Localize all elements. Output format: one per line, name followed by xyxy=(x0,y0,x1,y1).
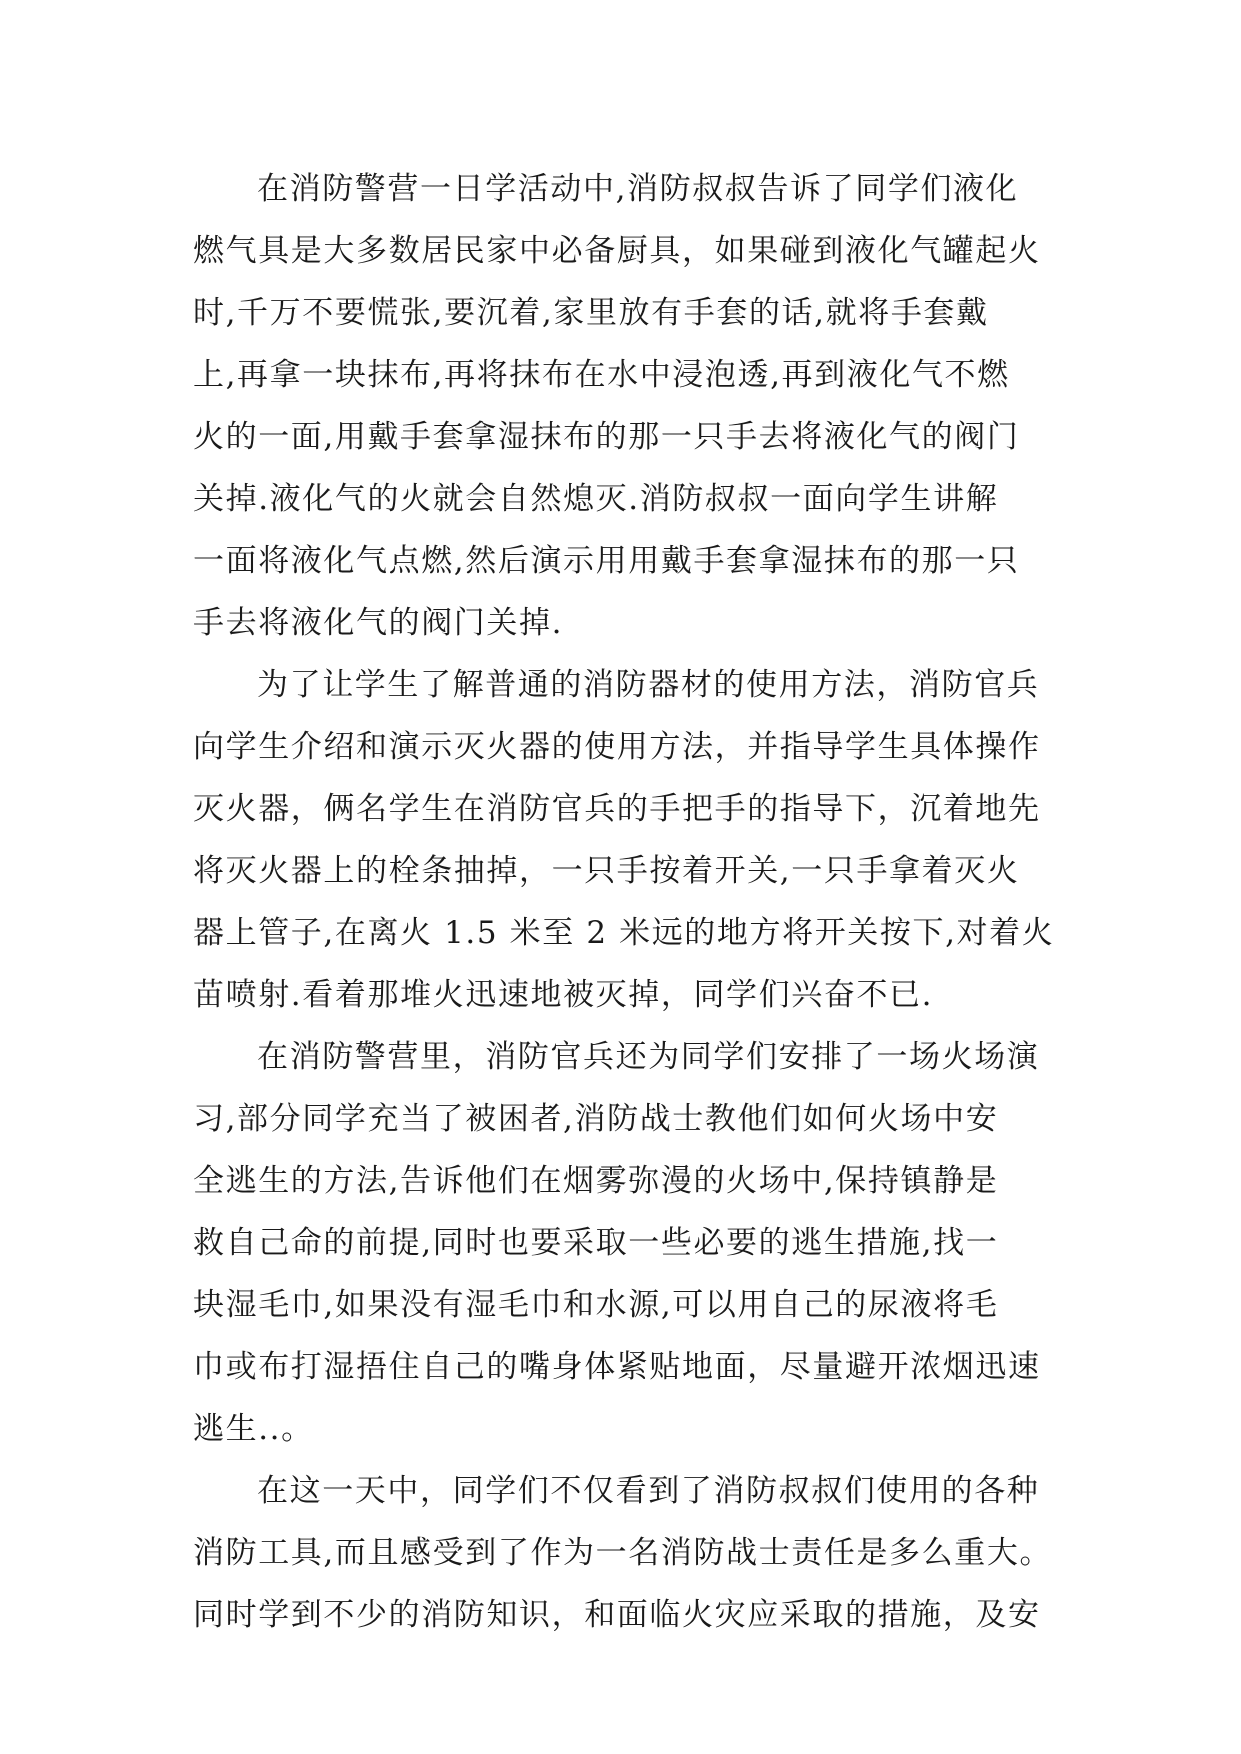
text-line: 救自己命的前提,同时也要采取一些必要的逃生措施,找一 xyxy=(193,1225,999,1261)
paragraph-2 xyxy=(193,654,1053,1026)
text-line: 向学生介绍和演示灭火器的使用方法，并指导学生具体操作 xyxy=(193,729,1041,765)
paragraph-3 xyxy=(193,1026,1053,1460)
text-line: 灭火器，俩名学生在消防官兵的手把手的指导下，沉着地先 xyxy=(193,791,1041,827)
document-body xyxy=(193,158,1053,1646)
text-line: 上,再拿一块抹布,再将抹布在水中浸泡透,再到液化气不燃 xyxy=(193,357,1010,393)
text-line: 器上管子,在离火 1.5 米至 2 米远的地方将开关按下,对着火 xyxy=(193,915,1055,951)
paragraph-1 xyxy=(193,158,1053,654)
text-line: 在消防警营里，消防官兵还为同学们安排了一场火场演 xyxy=(257,1039,1040,1075)
text-line: 燃气具是大多数居民家中必备厨具，如果碰到液化气罐起火 xyxy=(193,233,1041,269)
text-line: 习,部分同学充当了被困者,消防战士教他们如何火场中安 xyxy=(193,1101,999,1137)
text-line: 在消防警营一日学活动中,消防叔叔告诉了同学们液化 xyxy=(257,171,1019,207)
text-line: 一面将液化气点燃,然后演示用用戴手套拿湿抹布的那一只 xyxy=(193,543,1020,579)
text-line: 为了让学生了解普通的消防器材的使用方法，消防官兵 xyxy=(257,667,1040,703)
text-line: 关掉.液化气的火就会自然熄灭.消防叔叔一面向学生讲解 xyxy=(193,481,999,517)
text-line: 时,千万不要慌张,要沉着,家里放有手套的话,就将手套戴 xyxy=(193,295,989,331)
text-line: 巾或布打湿捂住自己的嘴身体紧贴地面，尽量避开浓烟迅速 xyxy=(193,1349,1041,1385)
text-line: 手去将液化气的阀门关掉. xyxy=(193,605,564,641)
text-line: 火的一面,用戴手套拿湿抹布的那一只手去将液化气的阀门 xyxy=(193,419,1020,455)
text-line: 在这一天中，同学们不仅看到了消防叔叔们使用的各种 xyxy=(257,1473,1040,1509)
paragraph-4 xyxy=(193,1460,1053,1646)
text-line: 全逃生的方法,告诉他们在烟雾弥漫的火场中,保持镇静是 xyxy=(193,1163,999,1199)
text-line: 苗喷射.看着那堆火迅速地被灭掉，同学们兴奋不已. xyxy=(193,977,934,1013)
text-line: 将灭火器上的栓条抽掉，一只手按着开关,一只手拿着灭火 xyxy=(193,853,1020,889)
text-line: 消防工具,而且感受到了作为一名消防战士责任是多么重大。 xyxy=(193,1535,1053,1571)
text-line: 块湿毛巾,如果没有湿毛巾和水源,可以用自己的尿液将毛 xyxy=(193,1287,999,1323)
text-line: 逃生..。 xyxy=(193,1411,314,1447)
text-line: 同时学到不少的消防知识，和面临火灾应采取的措施，及安 xyxy=(193,1597,1041,1633)
